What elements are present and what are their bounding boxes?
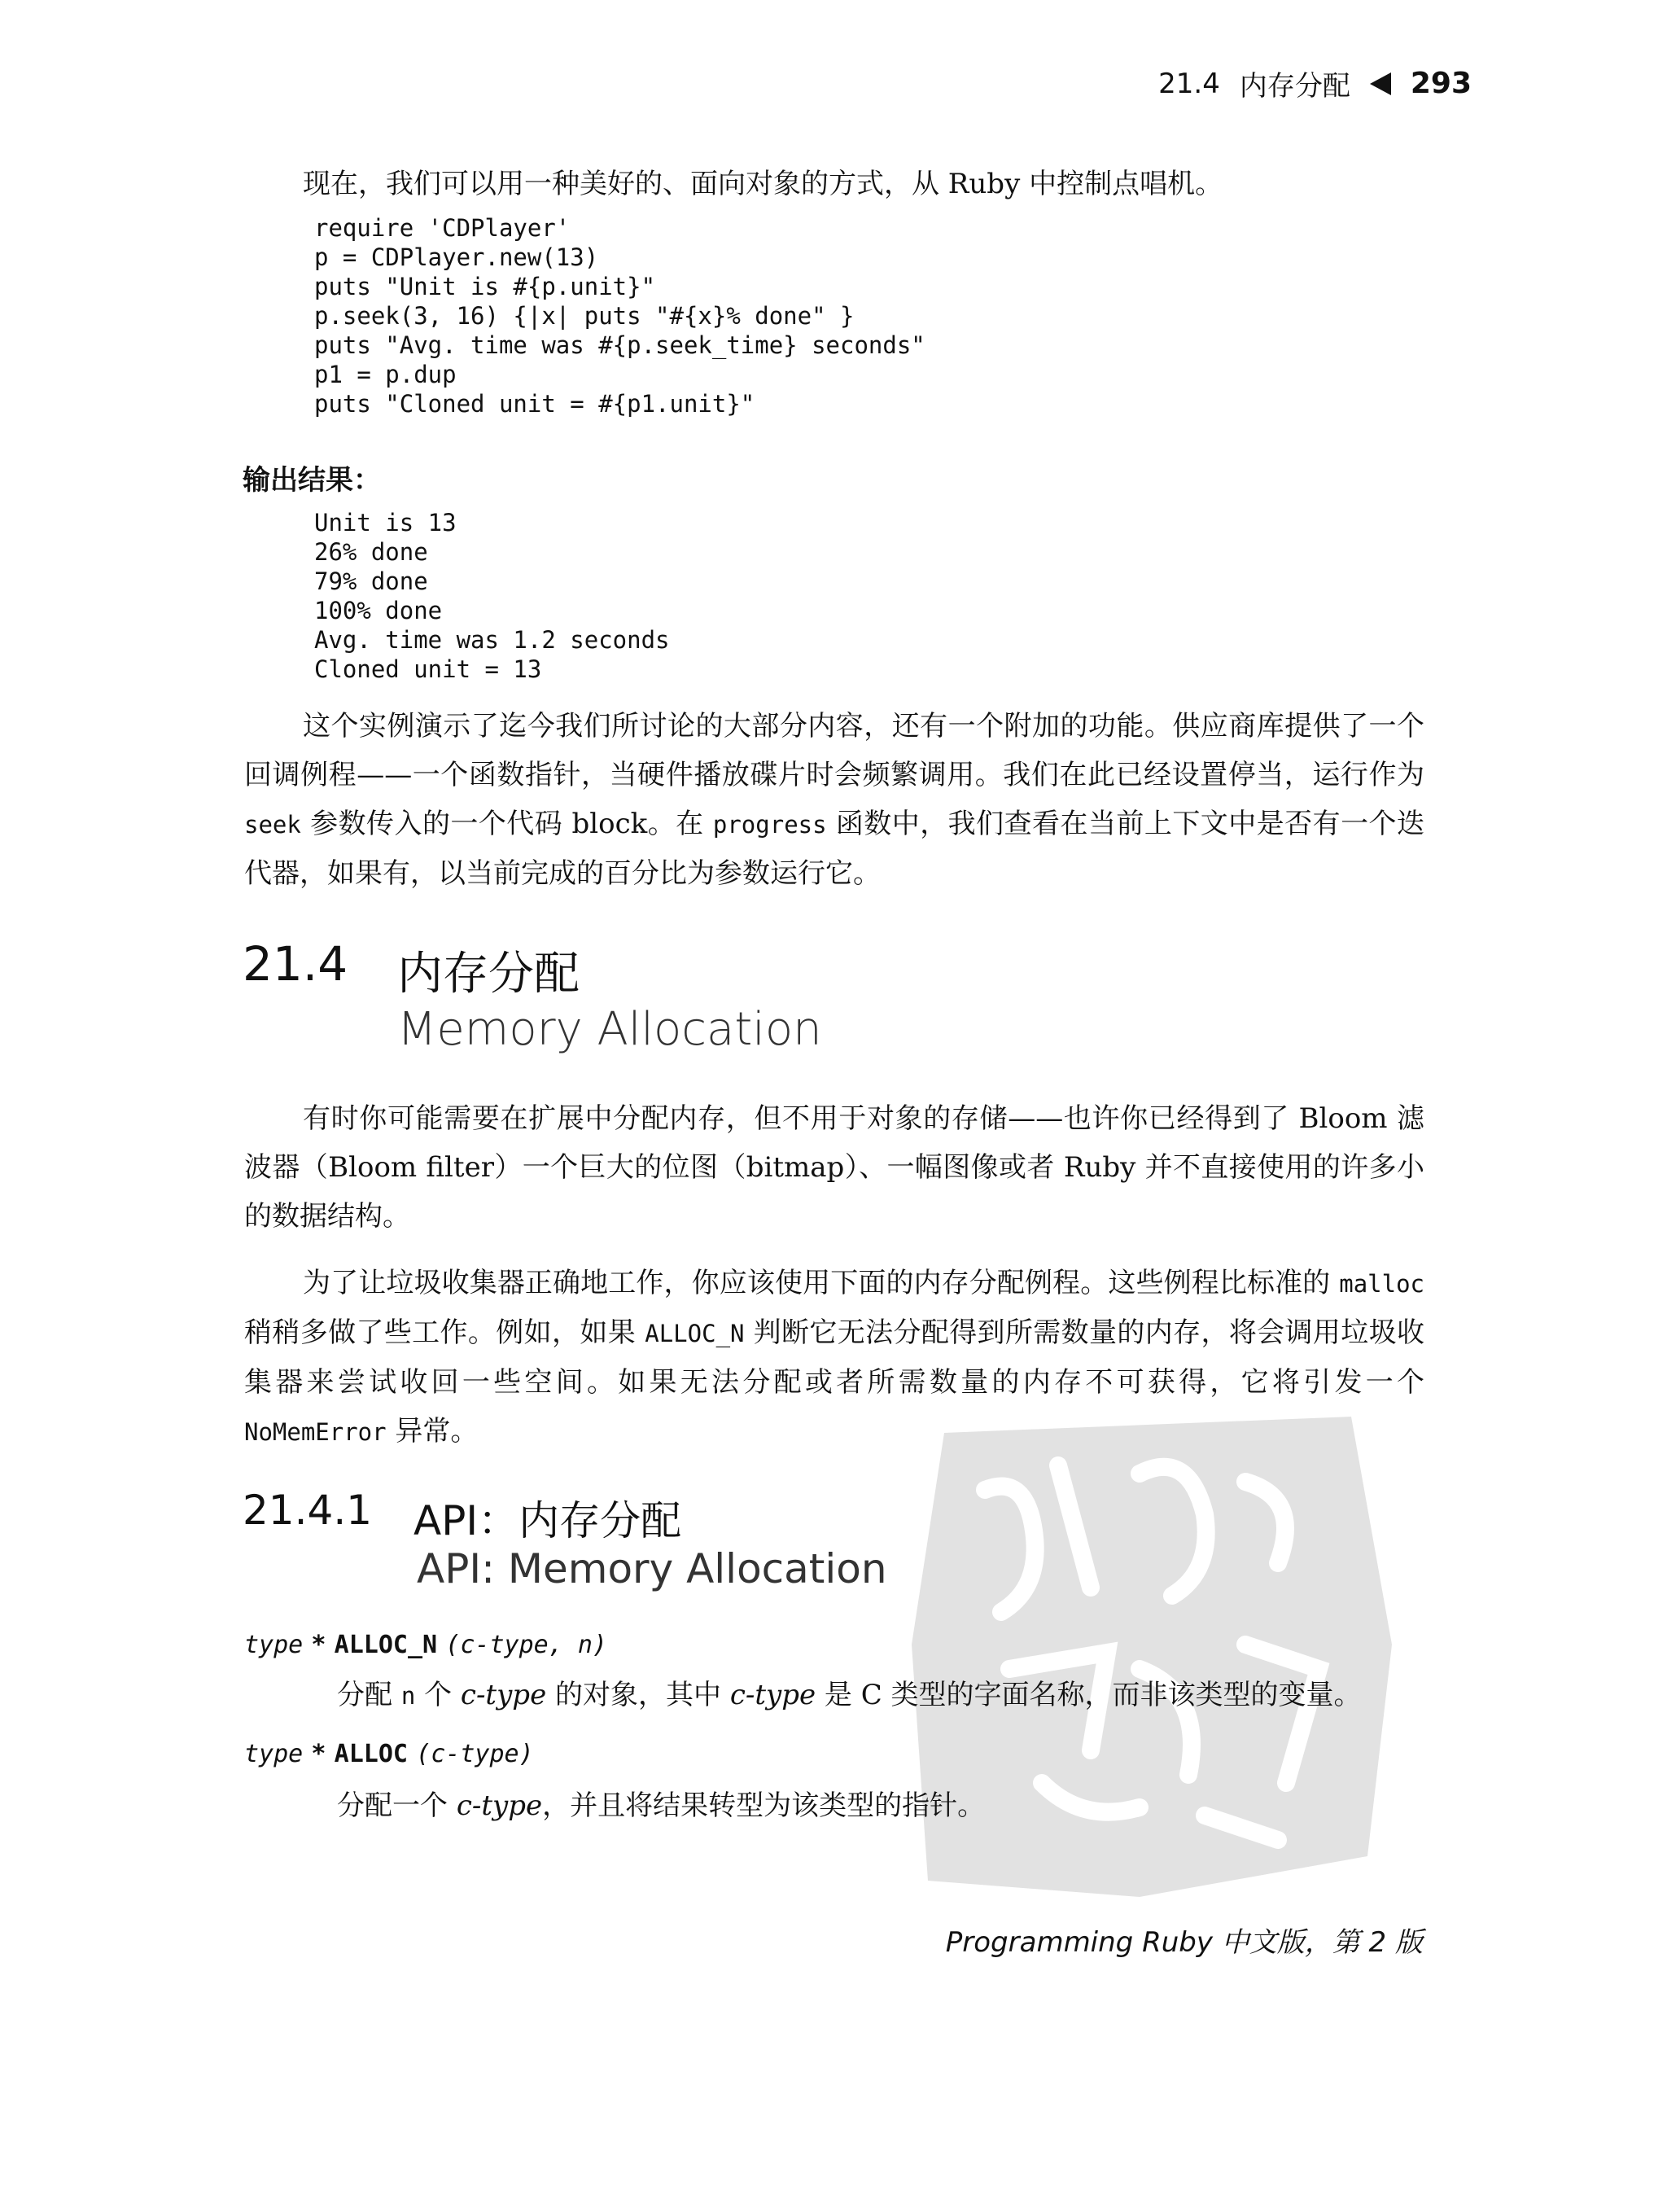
paragraph-text: 这个实例演示了迄今我们所讨论的大部分内容，还有一个附加的功能。供应商库提供了一个回调例程——一个函数指针，当硬件播放碟片时会频繁调用。我们在此已经设置停当，运行作为 (244, 710, 1424, 791)
paragraph-text: 异常。 (386, 1415, 479, 1448)
inline-code: seek (244, 811, 301, 839)
api-desc-italic: c-type (729, 1679, 816, 1711)
inline-code: NoMemError (244, 1418, 387, 1446)
page-number: 293 (1410, 67, 1472, 100)
api-desc-text: 的对象，其中 (546, 1679, 730, 1711)
api-desc-text: 个 (415, 1679, 461, 1711)
paragraph-text: 函数中，我们查看在当前上下文中是否有一个迭代器，如果有，以当前完成的百分比为参数运行它。 (244, 808, 1424, 890)
api-function-name: ALLOC_N (334, 1631, 438, 1659)
output-listing: Unit is 13 26% done 79% done 100% done Avg. time was 1.2 seconds Cloned unit = 13 (314, 509, 670, 683)
api-return-type: type (244, 1740, 304, 1768)
api-pointer-star: * (311, 1740, 326, 1768)
section-title-en: Memory Allocation (397, 1003, 822, 1056)
api-pointer-star: * (311, 1631, 326, 1659)
api-function-name: ALLOC (334, 1740, 408, 1768)
header-section-number: 21.4 (1158, 67, 1220, 100)
api-desc-code: n (400, 1682, 416, 1710)
paragraph-memory-intro: 有时你可能需要在扩展中分配内存，但不用于对象的存储——也许你已经得到了 Bloom 滤波器（Bloom filter）一个巨大的位图（bitmap）、一幅图像或者 Ruby 并不直接使用的许多小的数据结构。 (244, 1102, 1424, 1233)
subsection-title-cn: API：内存分配 (413, 1497, 682, 1544)
header-title: 内存分配 (1239, 70, 1350, 103)
api-description-alloc-n (337, 1672, 1362, 1712)
paragraph-text: 参数传入的一个代码 block。在 (300, 808, 713, 840)
code-listing: require 'CDPlayer' p = CDPlayer.new(13) puts "Unit is #{p.unit}" p.seek(3, 16) {|x| puts "#{x}% done" } puts "Avg. time was #{p.seek_time} seconds" p1 = p.dup puts "Cloned unit = #{p1.unit}" (314, 214, 925, 418)
api-desc-text: 分配 (337, 1679, 401, 1711)
api-signature-alloc (244, 1737, 534, 1768)
intro-paragraph: 现在，我们可以用一种美好的、面向对象的方式，从 Ruby 中控制点唱机。 (303, 168, 1223, 200)
seal-watermark-icon (895, 1400, 1400, 1905)
book-footer: Programming Ruby 中文版，第 2 版 (945, 1926, 1423, 1959)
triangle-left-icon (1370, 72, 1391, 95)
paragraph-text: 为了让垃圾收集器正确地工作，你应该使用下面的内存分配例程。这些例程比标准的 (303, 1267, 1340, 1299)
api-desc-text: 分配一个 (337, 1789, 457, 1822)
api-arguments: (c-type, n) (445, 1631, 607, 1659)
api-signature-alloc-n (244, 1628, 607, 1659)
section-title-cn: 内存分配 (397, 948, 580, 1001)
api-desc-italic: c-type (456, 1789, 543, 1822)
paragraph-callback (244, 702, 1424, 898)
paragraph-text: 判断它无法分配得到所需数量的内存，将会调用垃圾收集器来尝试收回一些空间。如果无法分配或者所需数量的内存不可获得，它将引发一个 (244, 1316, 1425, 1399)
subsection-title-en: API: Memory Allocation (417, 1545, 887, 1592)
api-desc-text: ，并且将结果转型为该类型的指针。 (542, 1789, 986, 1822)
subsection-number: 21.4.1 (243, 1487, 373, 1534)
api-description-alloc (337, 1783, 985, 1823)
inline-code: progress (712, 811, 827, 839)
api-desc-italic: c-type (460, 1679, 547, 1711)
api-arguments: (c-type) (416, 1740, 534, 1768)
api-return-type: type (244, 1631, 304, 1659)
section-number: 21.4 (243, 936, 348, 992)
api-desc-text: 是 C 类型的字面名称，而非该类型的变量。 (816, 1679, 1362, 1711)
paragraph-text: 稍稍多做了些工作。例如，如果 (244, 1316, 645, 1349)
output-label: 输出结果： (243, 464, 381, 497)
inline-code: malloc (1339, 1270, 1424, 1298)
running-header (1158, 64, 1472, 103)
inline-code: ALLOC_N (645, 1320, 745, 1347)
